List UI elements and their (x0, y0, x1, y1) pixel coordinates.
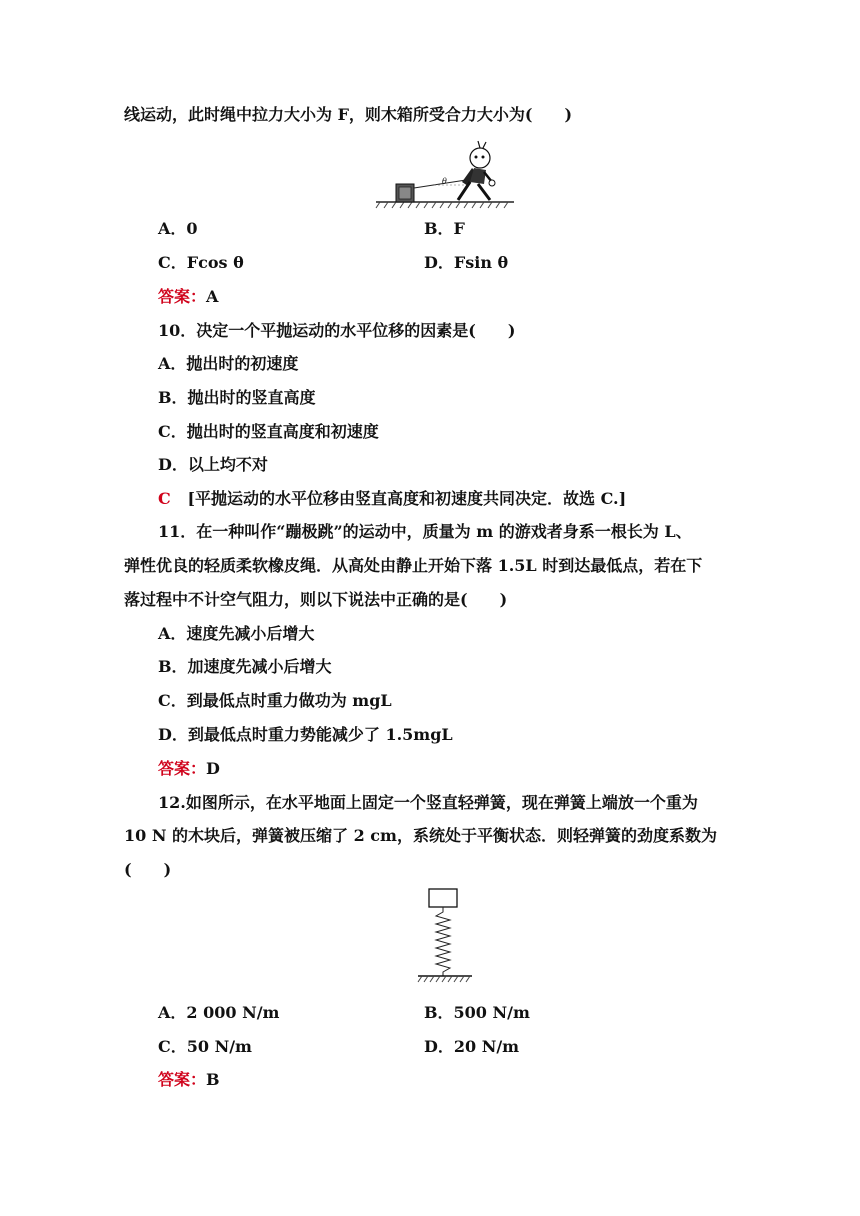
q11-option-a: A．速度先减小后增大 (158, 624, 315, 643)
q12-stem-line-2: 10 N 的木块后，弹簧被压缩了 2 cm，系统处于平衡状态．则轻弹簧的劲度系数为 (124, 826, 717, 845)
answer-value: A (206, 287, 219, 306)
q11-stem-line-1: 11．在一种叫作“蹦极跳”的运动中，质量为 m 的游戏者身系一根长为 L、 (158, 522, 692, 541)
answer-label: 答案： (158, 1070, 207, 1089)
theta-label: θ (442, 177, 447, 186)
q12-option-b: B．500 N/m (424, 1003, 530, 1022)
answer-label: 答案： (158, 759, 207, 778)
q12-option-c: C．50 N/m (158, 1037, 252, 1056)
q11-answer (158, 758, 220, 780)
q9-stem-tail: 线运动，此时绳中拉力大小为 F，则木箱所受合力大小为( ) (124, 105, 573, 124)
q10-option-a: A．抛出时的初速度 (158, 354, 299, 373)
q12-stem-line-3: ( ) (124, 860, 172, 879)
explanation: [平抛运动的水平位移由竖直高度和初速度共同决定．故选 C.] (187, 489, 627, 508)
q9-answer (158, 286, 218, 308)
q10-option-c: C．抛出时的竖直高度和初速度 (158, 422, 379, 441)
spring (436, 907, 450, 976)
answer-value: D (206, 759, 220, 778)
q9-option-d: D．Fsin θ (424, 253, 509, 272)
answer-value: B (206, 1070, 220, 1089)
q10-option-d: D．以上均不对 (158, 455, 268, 474)
q11-option-c: C．到最低点时重力做功为 mgL (158, 691, 392, 710)
q9-option-b: B．F (424, 219, 465, 238)
q11-stem-line-2: 弹性优良的轻质柔软橡皮绳．从高处由静止开始下落 1.5L 时到达最低点，若在下 (124, 556, 703, 575)
answer-label: 答案： (158, 287, 207, 306)
q11-stem-line-3: 落过程中不计空气阻力，则以下说法中正确的是( ) (124, 590, 508, 609)
crate-pull-figure (374, 138, 516, 210)
q12-option-d: D．20 N/m (424, 1037, 520, 1056)
q10-stem: 10．决定一个平抛运动的水平位移的因素是( ) (158, 321, 516, 340)
q11-option-d: D．到最低点时重力势能减少了 1.5mgL (158, 725, 453, 744)
q9-option-c: C．Fcos θ (158, 253, 244, 272)
wood-block (429, 889, 457, 907)
q12-option-a: A．2 000 N/m (158, 1003, 280, 1022)
q9-option-a: A．0 (158, 219, 198, 238)
q11-option-b: B．加速度先减小后增大 (158, 657, 332, 676)
q12-stem-line-1: 12.如图所示，在水平地面上固定一个竖直轻弹簧，现在弹簧上端放一个重为 (158, 793, 698, 812)
q10-answer (158, 488, 626, 510)
answer-value: C (158, 489, 171, 508)
q12-answer (158, 1069, 220, 1091)
spring-figure (406, 886, 482, 988)
q10-option-b: B．抛出时的竖直高度 (158, 388, 316, 407)
